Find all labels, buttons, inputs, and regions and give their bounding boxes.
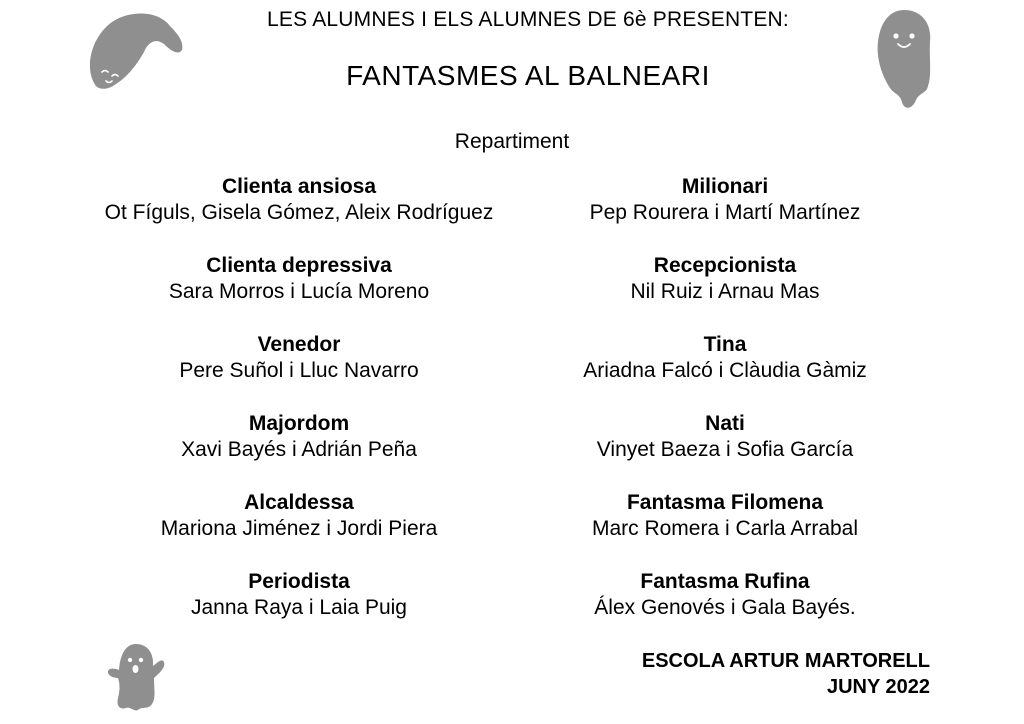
cast-left-column (64, 174, 534, 648)
role-name: Nati (705, 412, 745, 435)
cast-entry (64, 569, 534, 648)
role-name: Fantasma Filomena (626, 491, 824, 514)
role-name: Majordom (248, 412, 350, 435)
role-name: Periodista (248, 570, 350, 593)
cast-section-label: Repartiment (454, 130, 570, 153)
cast-entry (64, 174, 534, 253)
role-actors: Janna Raya i Laia Puig (191, 596, 407, 619)
role-name: Recepcionista (653, 254, 797, 277)
cast-entry (64, 332, 534, 411)
role-actors: Xavi Bayés i Adrián Peña (181, 438, 417, 461)
cast-entry (64, 253, 534, 332)
role-name: Tina (703, 333, 747, 356)
role-name: Alcaldessa (244, 491, 354, 514)
cast-entry (490, 332, 960, 411)
role-actors: Ariadna Falcó i Clàudia Gàmiz (583, 359, 867, 382)
role-actors: Pep Rourera i Martí Martínez (589, 201, 861, 224)
role-actors: Nil Ruiz i Arnau Mas (630, 280, 820, 303)
cast-entry (64, 411, 534, 490)
presenters-line: LES ALUMNES I ELS ALUMNES DE 6è PRESENTEN: (267, 8, 789, 31)
role-actors: Vinyet Baeza i Sofia García (596, 438, 854, 461)
role-actors: Mariona Jiménez i Jordi Piera (160, 517, 438, 540)
role-actors: Pere Suñol i Lluc Navarro (179, 359, 419, 382)
cast-entry (490, 490, 960, 569)
play-title: FANTASMES AL BALNEARI (346, 60, 710, 91)
role-name: Venedor (257, 333, 341, 356)
school-credit (642, 648, 930, 700)
cast-entry (490, 411, 960, 490)
cast-right-column (490, 174, 960, 648)
role-name: Milionari (681, 175, 769, 198)
role-actors: Ot Fíguls, Gisela Gómez, Aleix Rodríguez (104, 201, 494, 224)
role-actors: Sara Morros i Lucía Moreno (168, 280, 430, 303)
role-actors: Marc Romera i Carla Arrabal (591, 517, 859, 540)
ghost-waving-icon (106, 640, 168, 712)
performance-date: JUNY 2022 (826, 676, 930, 698)
cast-entry (490, 174, 960, 253)
role-name: Fantasma Rufina (640, 570, 810, 593)
ghost-standing-icon (872, 8, 936, 112)
role-actors: Álex Genovés i Gala Bayés. (594, 596, 856, 619)
role-name: Clienta depressiva (206, 254, 392, 277)
school-name: ESCOLA ARTUR MARTORELL (641, 650, 930, 672)
cast-entry (64, 490, 534, 569)
role-name: Clienta ansiosa (221, 175, 377, 198)
cast-entry (490, 253, 960, 332)
cast-entry (490, 569, 960, 648)
ghost-flying-icon (86, 8, 186, 92)
